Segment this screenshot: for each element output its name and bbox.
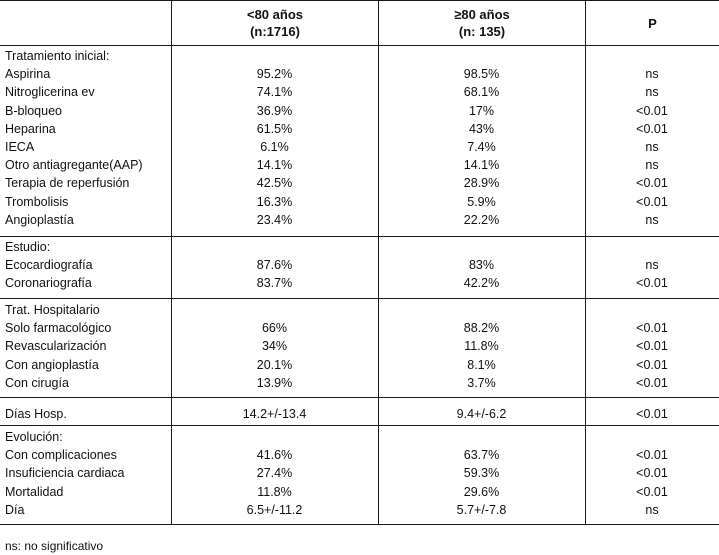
- table-row: [0, 138, 719, 156]
- value-under-80: 27.4%: [256, 466, 293, 481]
- value-80-plus: 29.6%: [463, 484, 500, 499]
- value-under-80: 23.4%: [256, 212, 293, 227]
- row-label: Angioplastía: [5, 212, 74, 227]
- section-divider: [0, 425, 719, 426]
- value-80-plus: 11.8%: [464, 339, 499, 354]
- value-under-80: 6.5+/-11.2: [246, 502, 303, 517]
- section-title-row: [0, 238, 719, 256]
- value-under-80: 20.1%: [256, 357, 293, 372]
- section-divider: [0, 397, 719, 398]
- p-value: ns: [645, 502, 659, 517]
- table-row: [0, 464, 719, 482]
- table-row: [0, 337, 719, 355]
- row-label: Trombolisis: [5, 194, 69, 209]
- table-row: [0, 319, 719, 337]
- value-80-plus: 22.2%: [463, 212, 500, 227]
- section-title-row: [0, 428, 719, 446]
- section-title-row: [0, 301, 719, 319]
- table-row: [0, 211, 719, 229]
- section-divider: [0, 298, 719, 299]
- row-label: Con angioplastía: [5, 357, 99, 372]
- header-under-80: [172, 1, 378, 45]
- row-label: Ecocardiografía: [5, 258, 93, 273]
- p-value: <0.01: [636, 321, 668, 336]
- value-80-plus: 98.5%: [463, 67, 500, 82]
- table-row: [0, 256, 719, 274]
- value-under-80: 61.5%: [256, 121, 293, 136]
- section-divider: [0, 45, 719, 46]
- value-80-plus: 43%: [468, 121, 495, 136]
- value-under-80: 14.2+/-13.4: [242, 407, 307, 421]
- table-row: [0, 274, 719, 292]
- value-under-80: 36.9%: [256, 103, 293, 118]
- p-value: <0.01: [636, 357, 668, 372]
- p-value: ns: [645, 140, 659, 154]
- value-under-80: 95.2%: [256, 67, 293, 82]
- table-row: [0, 356, 719, 374]
- section-title: Estudio:: [5, 240, 51, 254]
- value-80-plus: 8.1%: [467, 357, 496, 372]
- header-p-value: [586, 1, 719, 45]
- value-80-plus: 68.1%: [463, 85, 500, 100]
- p-value: <0.01: [636, 103, 668, 118]
- row-label: Insuficiencia cardiaca: [5, 466, 125, 481]
- value-80-plus: 28.9%: [463, 176, 500, 191]
- table-row: [0, 446, 719, 464]
- value-80-plus: 9.4+/-6.2: [456, 407, 507, 421]
- header-under-80-count: (n:1716): [250, 24, 300, 39]
- table-row: [0, 120, 719, 138]
- footnote: ns: no significativo: [5, 539, 104, 553]
- row-label: Heparina: [5, 121, 56, 136]
- header-80-plus-label: ≥80 años: [454, 7, 510, 22]
- value-80-plus: 42.2%: [463, 276, 500, 291]
- p-value: <0.01: [636, 339, 668, 354]
- value-under-80: 14.1%: [256, 158, 293, 173]
- row-label: Solo farmacológico: [5, 321, 112, 336]
- section-title: Evolución:: [5, 430, 63, 444]
- row-label: Día: [5, 502, 25, 517]
- value-under-80: 13.9%: [256, 375, 293, 390]
- p-value: <0.01: [636, 448, 668, 463]
- p-value: ns: [645, 85, 659, 100]
- table-row: [0, 193, 719, 211]
- value-under-80: 66%: [261, 321, 288, 336]
- value-under-80: 74.1%: [256, 85, 293, 100]
- value-under-80: 87.6%: [256, 258, 293, 273]
- value-80-plus: 5.9%: [467, 194, 496, 209]
- value-under-80: 34%: [261, 339, 288, 354]
- p-value: <0.01: [636, 375, 668, 390]
- value-under-80: 83.7%: [256, 276, 293, 291]
- section-divider: [0, 236, 719, 237]
- section-title-row: [0, 47, 719, 65]
- p-value: <0.01: [636, 407, 668, 421]
- row-label: Días Hosp.: [5, 407, 67, 421]
- row-label: Con cirugía: [5, 375, 69, 390]
- row-label: Terapia de reperfusión: [5, 176, 130, 191]
- section-title: Tratamiento inicial:: [5, 49, 110, 63]
- row-label: Aspirina: [5, 67, 51, 82]
- value-80-plus: 5.7+/-7.8: [456, 502, 507, 517]
- table-row: [0, 405, 719, 423]
- row-label: Coronariografía: [5, 276, 92, 291]
- row-label: Otro antiagregante(AAP): [5, 158, 143, 173]
- value-80-plus: 63.7%: [463, 448, 500, 463]
- row-label: Con complicaciones: [5, 448, 117, 463]
- table-row: [0, 374, 719, 392]
- p-value: <0.01: [636, 121, 668, 136]
- p-value: <0.01: [636, 466, 668, 481]
- p-value: <0.01: [636, 276, 668, 291]
- header-80-plus-count: (n: 135): [458, 24, 506, 39]
- table-row: [0, 102, 719, 120]
- p-value: ns: [645, 258, 659, 273]
- row-label: B-bloqueo: [5, 103, 62, 118]
- value-80-plus: 7.4%: [467, 140, 496, 154]
- table-row: [0, 501, 719, 519]
- table-row: [0, 156, 719, 174]
- value-80-plus: 59.3%: [463, 466, 500, 481]
- row-label: Revascularización: [5, 339, 107, 354]
- value-80-plus: 83%: [468, 258, 495, 273]
- table-row: [0, 483, 719, 501]
- value-80-plus: 17%: [468, 103, 495, 118]
- p-value: ns: [645, 67, 659, 82]
- p-value: <0.01: [636, 484, 668, 499]
- p-value: <0.01: [636, 176, 668, 191]
- value-80-plus: 14.1%: [463, 158, 500, 173]
- section-title: Trat. Hospitalario: [5, 303, 100, 317]
- header-under-80-label: <80 años: [246, 7, 303, 22]
- table-row: [0, 174, 719, 192]
- header-p-label: P: [648, 15, 657, 31]
- value-under-80: 16.3%: [256, 194, 293, 209]
- value-80-plus: 88.2%: [463, 321, 500, 336]
- p-value: ns: [645, 212, 659, 227]
- p-value: <0.01: [636, 194, 668, 209]
- row-label: Nitroglicerina ev: [5, 85, 95, 100]
- value-under-80: 11.8%: [257, 484, 292, 499]
- row-label: Mortalidad: [5, 484, 64, 499]
- p-value: ns: [645, 158, 659, 173]
- table-row: [0, 83, 719, 101]
- value-80-plus: 3.7%: [467, 375, 496, 390]
- header-80-plus: [379, 1, 585, 45]
- table-row: [0, 65, 719, 83]
- value-under-80: 41.6%: [256, 448, 293, 463]
- value-under-80: 42.5%: [256, 176, 293, 191]
- value-under-80: 6.1%: [260, 140, 289, 154]
- row-label: IECA: [5, 140, 35, 154]
